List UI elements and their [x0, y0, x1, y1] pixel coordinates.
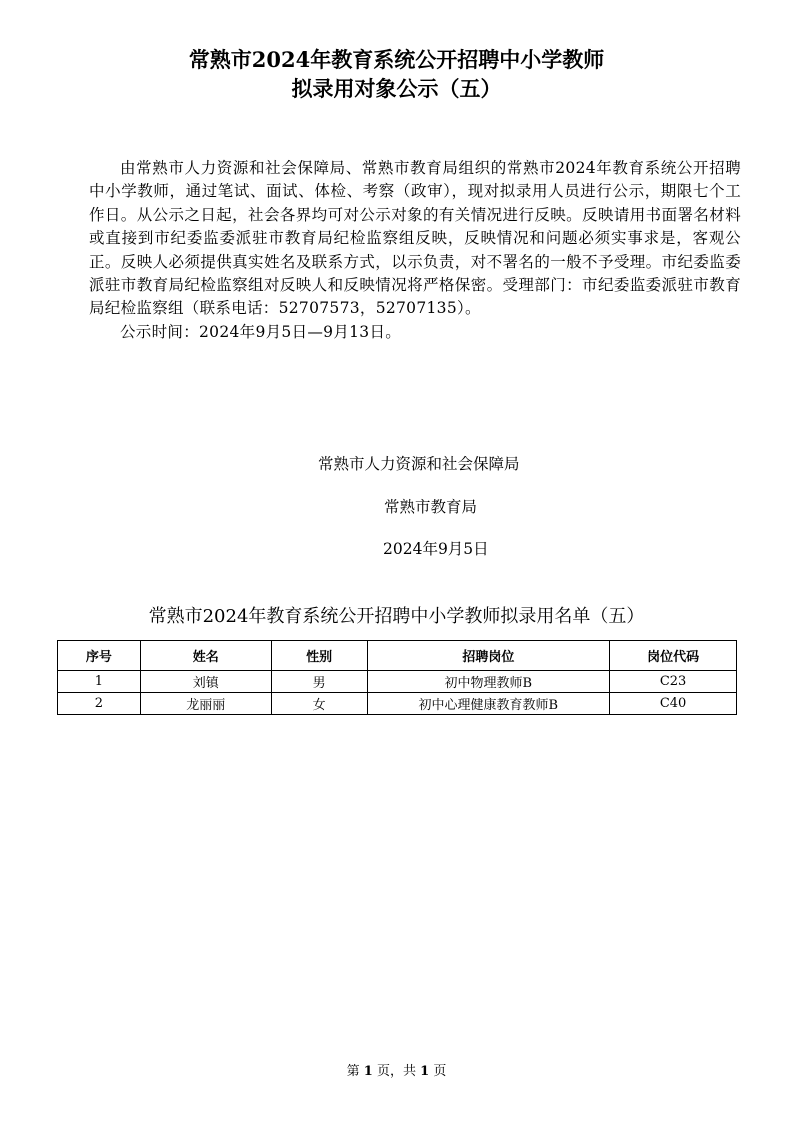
table-header-row: [58, 641, 737, 671]
table-cell: C40: [610, 693, 737, 715]
document-title-line1: 常熟市2024年教育系统公开招聘中小学教师: [188, 47, 605, 72]
signature-organization: 常熟市教育局: [384, 498, 478, 516]
notice-body: [89, 157, 741, 344]
notice-period: 公示时间：2024年9月5日—9月13日。: [120, 322, 402, 341]
column-header: 序号: [58, 641, 141, 671]
table-cell: 初中物理教师B: [367, 671, 610, 693]
column-header: 岗位代码: [610, 641, 737, 671]
footer-total-pages: 1: [420, 1064, 430, 1079]
table-cell: 初中心理健康教育教师B: [367, 693, 610, 715]
roster-table: [57, 640, 737, 715]
footer-mid: 页，共: [376, 1064, 416, 1079]
signature-organization: 常熟市人力资源和社会保障局: [318, 455, 520, 473]
table-cell: 1: [58, 671, 141, 693]
table-cell: 男: [271, 671, 367, 693]
document-title-line2: 拟录用对象公示（五）: [291, 76, 502, 101]
table-row: [58, 693, 737, 715]
table-row: [58, 671, 737, 693]
table-cell: C23: [610, 671, 737, 693]
footer-prefix: 第: [346, 1064, 360, 1079]
table-cell: 女: [271, 693, 367, 715]
signature-date: 2024年9月5日: [383, 540, 489, 558]
column-header: 姓名: [140, 641, 271, 671]
notice-paragraph: 由常熟市人力资源和社会保障局、常熟市教育局组织的常熟市2024年教育系统公开招聘中小学教师，通过笔试、面试、体检、考察（政审），现对拟录用人员进行公示，期限七个工作日。从公示之日起，社会各界均可对公示对象的有关情况进行反映。反映请用书面署名材料或直接到市纪委监委派驻市教育局纪检监察组反映，反映情况和问题必须实事求是，客观公正。反映人必须提供真实姓名及联系方式，以示负责，对不署名的一般不予受理。市纪委监委派驻市教育局纪检监察组对反映人和反映情况将严格保密。受理部门：市纪委监委派驻市教育局纪检监察组（联系电话：52707573，52707135）。: [89, 159, 741, 318]
column-header: 性别: [271, 641, 367, 671]
page-footer: [0, 1060, 793, 1079]
footer-suffix: 页: [433, 1064, 447, 1079]
roster-title: 常熟市2024年教育系统公开招聘中小学教师拟录用名单（五）: [148, 606, 645, 627]
table-cell: 刘镇: [140, 671, 271, 693]
table-cell: 2: [58, 693, 141, 715]
table-cell: 龙丽丽: [140, 693, 271, 715]
column-header: 招聘岗位: [367, 641, 610, 671]
footer-page-number: 1: [363, 1064, 373, 1079]
